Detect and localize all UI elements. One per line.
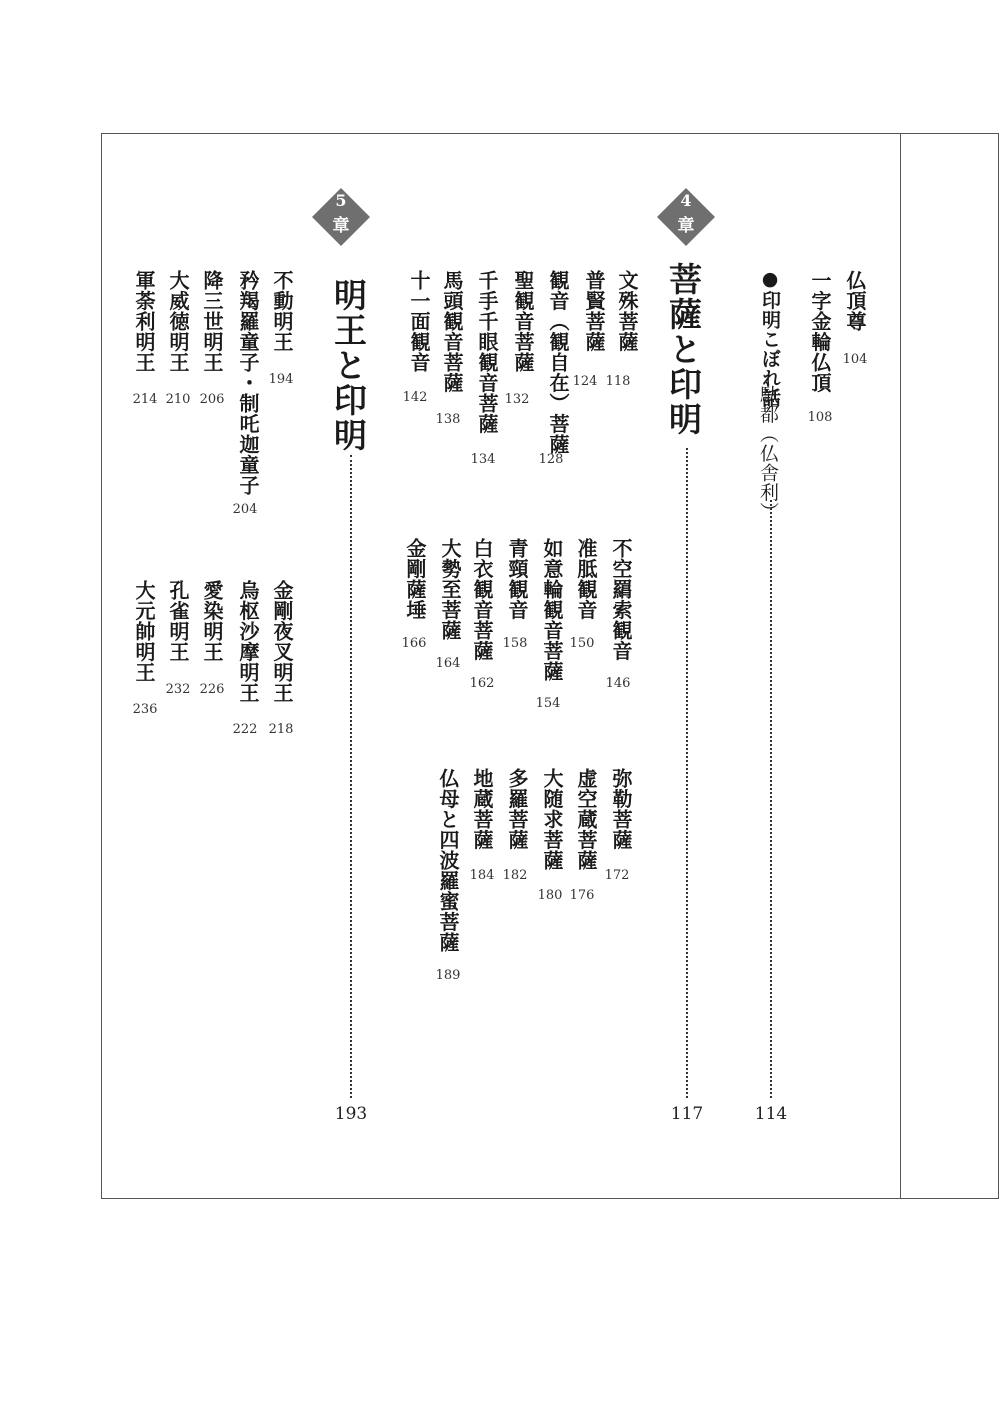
toc-entry-page: 189 — [435, 968, 461, 983]
toc-entry-page: 194 — [268, 372, 294, 387]
toc-entry-title[interactable]: 観音（観自在）菩薩 — [546, 270, 570, 455]
toc-entry-title[interactable]: 軍荼利明王 — [132, 270, 156, 373]
toc-entry-page: 158 — [502, 636, 528, 651]
toc-entry-title[interactable]: 大威徳明王 — [166, 270, 190, 373]
toc-entry-page: 232 — [165, 682, 191, 697]
toc-entry-title[interactable]: 烏枢沙摩明王 — [236, 580, 260, 703]
frame-divider — [900, 133, 901, 1199]
toc-entry-title[interactable]: 大勢至菩薩 — [438, 538, 462, 641]
leader-dots — [686, 448, 688, 1098]
toc-entry-title[interactable]: 准胝観音 — [574, 538, 598, 620]
toc-entry-title[interactable]: 多羅菩薩 — [505, 768, 529, 850]
toc-entry-page: 154 — [535, 696, 561, 711]
toc-entry-title[interactable]: 金剛薩埵 — [403, 538, 427, 620]
toc-entry-title[interactable]: 如意輪観音菩薩 — [540, 538, 564, 682]
toc-entry-page: 176 — [569, 888, 595, 903]
toc-entry-title[interactable]: 文殊菩薩 — [615, 270, 639, 352]
toc-entry-title[interactable]: 仏頂尊 — [843, 270, 867, 332]
toc-entry-title[interactable]: 普賢菩薩 — [582, 270, 606, 352]
toc-entry-title[interactable]: 地蔵菩薩 — [470, 768, 494, 850]
chapter-number: 4 — [680, 191, 692, 210]
kobore-label: ●印明こぼれ話 — [759, 268, 781, 408]
toc-entry-title[interactable]: 虚空蔵菩薩 — [574, 768, 598, 871]
toc-entry-page: 184 — [469, 868, 495, 883]
toc-entry-page: 132 — [504, 392, 530, 407]
toc-entry-title[interactable]: 白衣観音菩薩 — [470, 538, 494, 661]
toc-entry-title[interactable]: 不空羂索観音 — [609, 538, 633, 661]
toc-entry-title[interactable]: 十一面観音 — [407, 270, 431, 373]
chapter-kanji: 章 — [677, 216, 695, 236]
toc-entry-page: 164 — [435, 656, 461, 671]
toc-entry-page: 206 — [199, 392, 225, 407]
kobore-page: 114 — [754, 1104, 788, 1124]
toc-entry-title[interactable]: 不動明王 — [270, 270, 294, 352]
toc-entry-page: 226 — [199, 682, 225, 697]
toc-entry-title[interactable]: 弥勒菩薩 — [609, 768, 633, 850]
toc-entry-page: 150 — [569, 636, 595, 651]
toc-entry-page: 104 — [842, 352, 868, 367]
toc-entry-page: 210 — [165, 392, 191, 407]
toc-entry-title[interactable]: 馬頭観音菩薩 — [440, 270, 464, 393]
toc-entry-page: 214 — [132, 392, 158, 407]
kobore-title[interactable]: 駄都（仏舎利） — [757, 385, 779, 522]
toc-entry-page: 162 — [469, 676, 495, 691]
toc-entry-page: 146 — [605, 676, 631, 691]
toc-entry-page: 172 — [604, 868, 630, 883]
toc-entry-page: 128 — [538, 452, 564, 467]
toc-entry-page: 180 — [537, 888, 563, 903]
toc-entry-page: 138 — [435, 412, 461, 427]
toc-entry-page: 182 — [502, 868, 528, 883]
toc-entry-page: 166 — [401, 636, 427, 651]
toc-entry-page: 124 — [572, 374, 598, 389]
chapter-page: 193 — [334, 1104, 368, 1124]
toc-entry-page: 134 — [470, 452, 496, 467]
toc-entry-title[interactable]: 千手千眼観音菩薩 — [475, 270, 499, 434]
toc-entry-title[interactable]: 一字金輪仏頂 — [808, 270, 832, 393]
toc-entry-page: 142 — [402, 390, 428, 405]
toc-entry-page: 108 — [807, 410, 833, 425]
toc-entry-title[interactable]: 孔雀明王 — [166, 580, 190, 662]
chapter-number: 5 — [335, 191, 347, 210]
toc-entry-title[interactable]: 金剛夜叉明王 — [270, 580, 294, 703]
toc-entry-title[interactable]: 聖観音菩薩 — [511, 270, 535, 373]
chapter-page: 117 — [670, 1104, 704, 1124]
leader-dots — [350, 455, 352, 1098]
toc-entry-page: 118 — [605, 374, 631, 389]
toc-entry-page: 218 — [268, 722, 294, 737]
chapter-badge — [657, 188, 715, 246]
toc-entry-page: 222 — [232, 722, 258, 737]
toc-entry-title[interactable]: 愛染明王 — [200, 580, 224, 662]
toc-entry-title[interactable]: 青頸観音 — [505, 538, 529, 620]
chapter-title[interactable]: 明王と印明 — [329, 278, 368, 453]
toc-entry-page: 204 — [232, 502, 258, 517]
toc-entry-title[interactable]: 降三世明王 — [200, 270, 224, 373]
toc-entry-title[interactable]: 大随求菩薩 — [540, 768, 564, 871]
chapter-badge — [312, 188, 370, 246]
toc-entry-title[interactable]: 矜羯羅童子・制吒迦童子 — [236, 270, 260, 496]
leader-dots — [770, 500, 772, 1098]
toc-entry-page: 236 — [132, 702, 158, 717]
toc-entry-title[interactable]: 仏母と四波羅蜜菩薩 — [436, 768, 460, 953]
chapter-title[interactable]: 菩薩と印明 — [664, 262, 703, 437]
toc-entry-title[interactable]: 大元帥明王 — [132, 580, 156, 683]
chapter-kanji: 章 — [332, 216, 350, 236]
